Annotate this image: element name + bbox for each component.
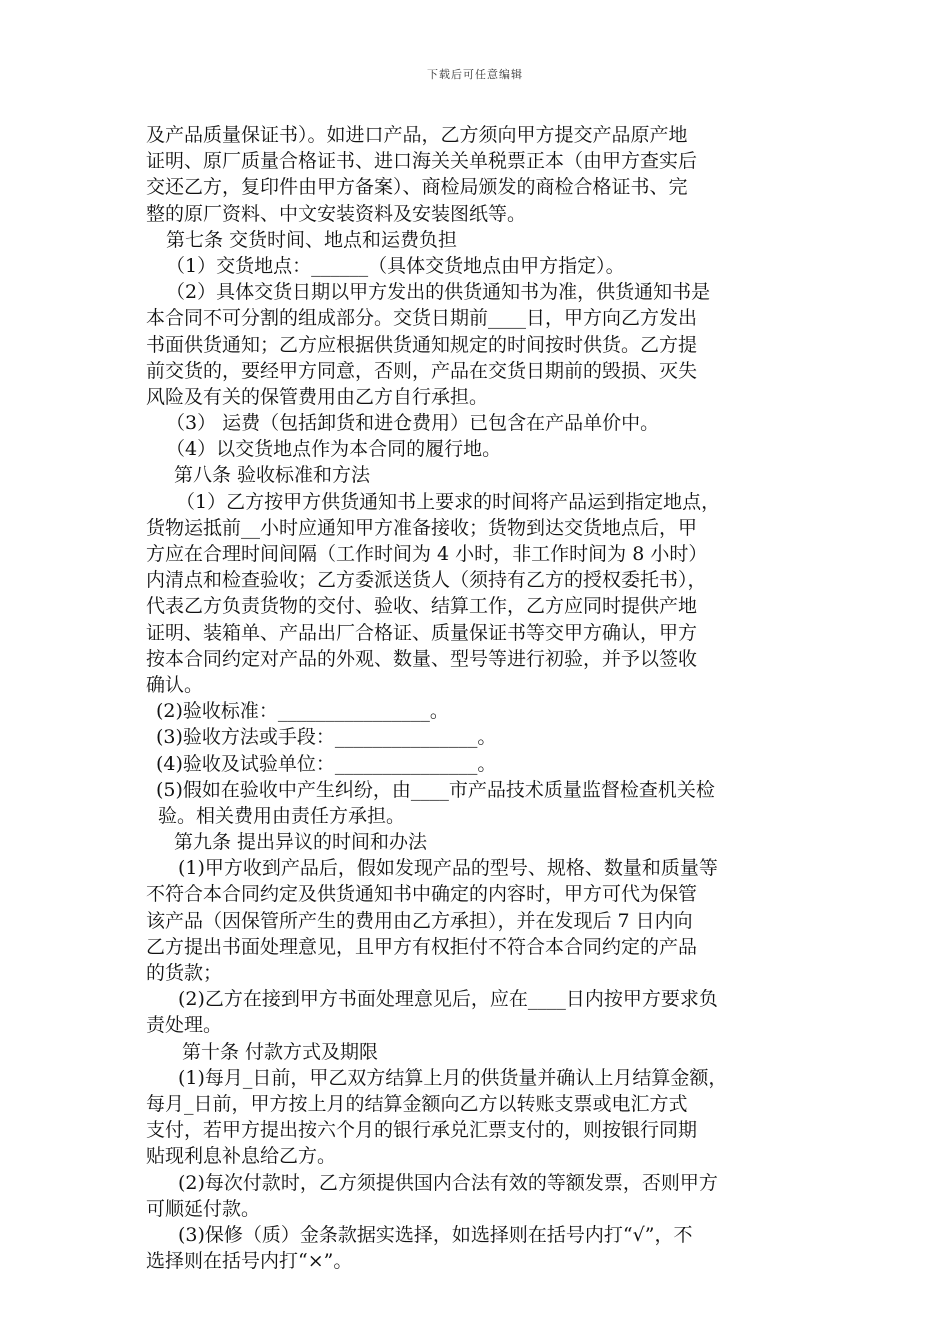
- paragraph-line: 验。相关费用由责任方承担。: [158, 804, 406, 827]
- paragraph-line: 每月_日前，甲方按上月的结算金额向乙方以转账支票或电汇方式: [146, 1092, 688, 1115]
- paragraph-line: 证明、装箱单、产品出厂合格证、质量保证书等交甲方确认，甲方: [146, 621, 698, 644]
- paragraph-line: 交还乙方，复印件由甲方备案）、商检局颁发的商检合格证书、完: [146, 176, 688, 199]
- testing-unit-line: (4)验收及试验单位：_______________。: [156, 752, 497, 775]
- paragraph-line: (3)保修（质）金条款据实选择，如选择则在括号内打“√”，不: [178, 1223, 693, 1246]
- paragraph-line: 前交货的，要经甲方同意，否则，产品在交货日期前的毁损、灭失: [146, 359, 698, 382]
- acceptance-standard-line: (2)验收标准：________________。: [156, 700, 449, 723]
- article-10-heading: 第十条 付款方式及期限: [182, 1040, 379, 1063]
- paragraph-line: 按本合同约定对产品的外观、数量、型号等进行初验，并予以签收: [146, 647, 698, 670]
- paragraph-line: 风险及有关的保管费用由乙方自行承担。: [146, 385, 489, 408]
- article-7-heading: 第七条 交货时间、地点和运费负担: [166, 228, 458, 251]
- paragraph-line: (2)乙方在接到甲方书面处理意见后，应在____日内按甲方要求负: [178, 988, 718, 1011]
- document-body: [146, 122, 808, 1274]
- paragraph-line: (1)每月_日前，甲乙双方结算上月的供货量并确认上月结算金额，: [178, 1066, 728, 1089]
- paragraph-line: 选择则在括号内打“×”。: [146, 1250, 353, 1273]
- acceptance-method-line: (3)验收方法或手段：_______________。: [156, 726, 497, 749]
- paragraph-line: 不符合本合同约定及供货通知书中确定的内容时，甲方可代为保管: [146, 883, 698, 906]
- article-8-heading: 第八条 验收标准和方法: [174, 464, 371, 487]
- paragraph-line: 支付，若甲方提出按六个月的银行承兑汇票支付的，则按银行同期: [146, 1119, 698, 1142]
- article-9-heading: 第九条 提出异议的时间和办法: [174, 831, 428, 854]
- paragraph-line: （3） 运费（包括卸货和进仓费用）已包含在产品单价中。: [166, 412, 660, 435]
- paragraph-line: 该产品（因保管所产生的费用由乙方承担），并在发现后 7 日内向: [146, 909, 693, 932]
- paragraph-line: 可顺延付款。: [146, 1197, 261, 1220]
- paragraph-line: (1)甲方收到产品后，假如发现产品的型号、规格、数量和质量等: [178, 857, 718, 880]
- paragraph-line: 整的原厂资料、中文安装资料及安装图纸等。: [146, 202, 527, 225]
- paragraph-line: 内清点和检查验收；乙方委派送货人（须持有乙方的授权委托书），: [146, 569, 707, 592]
- paragraph-line: （1）交货地点：______（具体交货地点由甲方指定）。: [166, 254, 625, 277]
- paragraph-line: 确认。: [146, 673, 204, 696]
- paragraph-line: 贴现利息补息给乙方。: [146, 1145, 337, 1168]
- paragraph-line: 的货款；: [146, 962, 223, 984]
- paragraph-line: （1）乙方按甲方供货通知书上要求的时间将产品运到指定地点，: [176, 490, 721, 513]
- paragraph-line: 乙方提出书面处理意见，且甲方有权拒付不符合本合同约定的产品: [146, 935, 698, 958]
- paragraph-line: （2）具体交货日期以甲方发出的供货通知书为准，供货通知书是: [166, 281, 711, 304]
- paragraph-line: （4）以交货地点作为本合同的履行地。: [166, 438, 502, 461]
- paragraph-line: 方应在合理时间间隔（工作时间为 4 小时，非工作时间为 8 小时）: [146, 543, 708, 565]
- paragraph-line: (2)每次付款时，乙方须提供国内合法有效的等额发票，否则甲方: [178, 1171, 718, 1194]
- paragraph-line: (5)假如在验收中产生纠纷，由____市产品技术质量监督检查机关检: [156, 778, 715, 801]
- paragraph-line: 书面供货通知；乙方应根据供货通知规定的时间按时供货。乙方提: [146, 333, 698, 356]
- paragraph-line: 证明、原厂质量合格证书、进口海关关单税票正本（由甲方查实后: [146, 150, 698, 173]
- paragraph-line: 责处理。: [146, 1014, 223, 1037]
- paragraph-line: 货物运抵前__小时应通知甲方准备接收；货物到达交货地点后，甲: [146, 516, 698, 539]
- paragraph-line: 代表乙方负责货物的交付、验收、结算工作，乙方应同时提供产地: [146, 595, 698, 618]
- paragraph-line: 本合同不可分割的组成部分。交货日期前____日，甲方向乙方发出: [146, 307, 698, 330]
- paragraph-line: 及产品质量保证书）。如进口产品，乙方须向甲方提交产品原产地: [146, 124, 688, 146]
- page-header: 下载后可任意编辑: [427, 68, 523, 81]
